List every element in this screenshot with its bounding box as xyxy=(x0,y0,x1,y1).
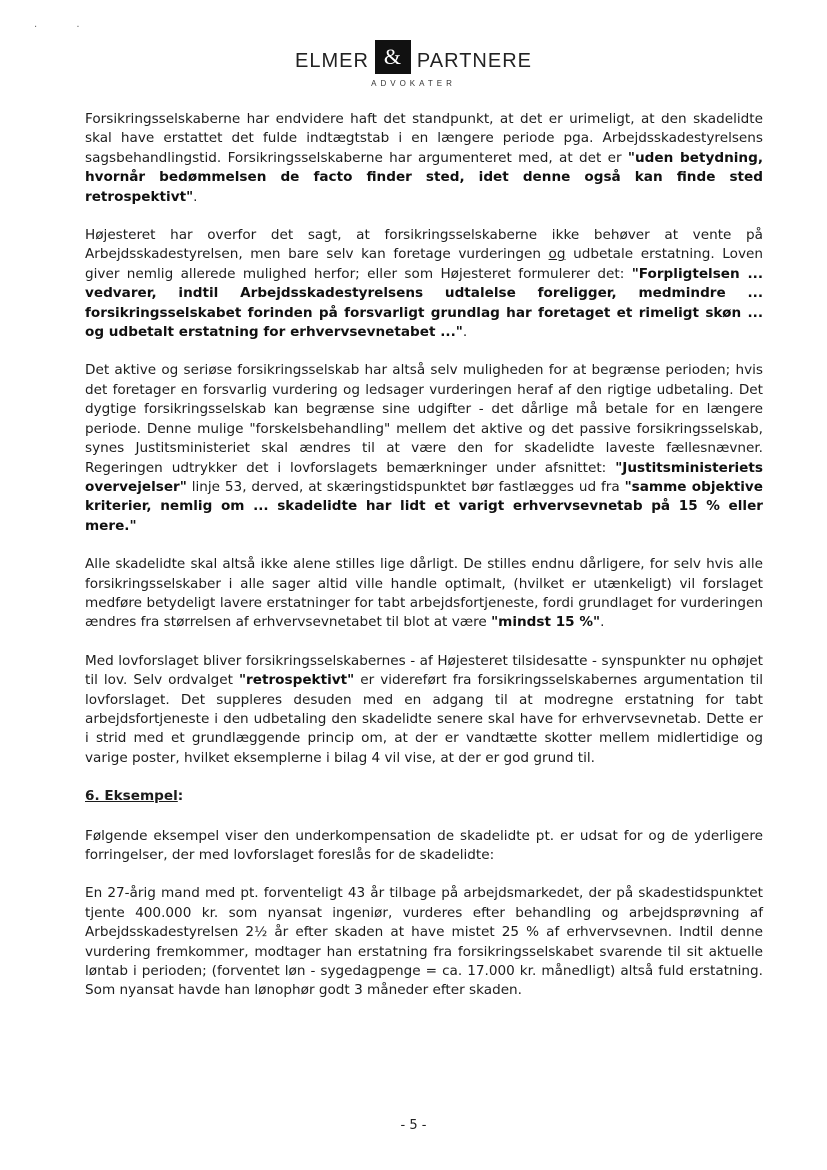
brand-subtitle: ADVOKATER xyxy=(371,79,456,88)
brand-name-left: ELMER xyxy=(295,49,369,72)
document-body xyxy=(85,110,763,1020)
section-colon: : xyxy=(177,788,184,805)
paragraph-supreme-court xyxy=(85,226,763,342)
paragraph-text: udbetale erstatning. Loven giver nemlig allerede mulighed herfor; eller som Højesteret formulerer det: xyxy=(85,246,763,282)
ampersand-logo-mark: & xyxy=(375,40,411,74)
bold-quote: "mindst 15 %" xyxy=(491,614,601,631)
paragraph-injured-worse-off xyxy=(85,555,763,633)
paragraph-insurers-position xyxy=(85,110,763,207)
scan-specks: · · xyxy=(34,22,98,33)
letterhead xyxy=(0,44,827,88)
paragraph-text: Alle skadelidte skal altså ikke alene stilles lige dårligt. De stilles endnu dårligere, for selv hvis alle forsikringsselskaber i alle sager altid ville handle optimalt, (hvilket er utænkeligt) vil forslaget medføre betydeligt lavere erstatninger for tabt arbejdsfortjeneste, fordi grundlaget for vurderingen ændres fra størrelsen af erhvervsevnetabet til blot at være xyxy=(85,556,763,631)
underlined-word: og xyxy=(548,246,566,263)
bold-quote: "retrospektivt" xyxy=(238,672,355,689)
paragraph-example-case: En 27-årig mand med pt. forventeligt 43 år tilbage på arbejdsmarkedet, der på skadestidspunktet tjente 400.000 kr. som nyansat ingeniør, vurderes efter behandling og arbejdsprøvning af Arbejdsskadestyrelsen 2½ år efter skaden at have mistet 25 % af erhvervsevnen. Indtil denne vurdering fremkommer, modtager han erstatning fra forsikringsselskabet svarende til sit aktuelle løntab i perioden; (forventet løn - sygedagpenge = ca. 17.000 kr. månedligt) altså fuld erstatning. Som nyansat havde han lønophør godt 3 måneder efter skaden. xyxy=(85,885,763,999)
paragraph-end: . xyxy=(600,614,605,631)
paragraph-example-intro: Følgende eksempel viser den underkompensation de skadelidte pt. er udsat for og de yderligere forringelser, der med lovforslaget foreslås for de skadelidte: xyxy=(85,827,763,863)
paragraph-text: Højesteret har overfor det sagt, at forsikringsselskaberne ikke behøver at vente på Arbejdsskadestyrelsen, men bare selv kan foretage vurderingen xyxy=(85,227,763,263)
paragraph-text: Det aktive og seriøse forsikringsselskab har altså selv muligheden for at begrænse perioden; hvis det foretager en forsvarlig vurdering og ledsager vurderingen heraf af den rigtige udbetaling. Det dygtige forsikringsselskab kan begrænse sine udgifter - det dårlige må betale for en længere periode. Denne mulige "forskelsbehandling" mellem det aktive og det passive forsikringsselskab, synes Justitsministeriet skal ændres til at være den for skadelidte laveste fællesnævner. Regeringen udtrykker det i lovforslagets bemærkninger under afsnittet: xyxy=(85,362,763,476)
paragraph-end: . xyxy=(193,188,198,205)
paragraph-active-insurer xyxy=(85,361,763,536)
brand-name-right: PARTNERE xyxy=(416,49,532,72)
bold-quote: "samme objektive kriterier, nemlig om ... skadelidte har lidt et varigt erhvervsevnetab på 15 % eller mere." xyxy=(85,478,763,534)
paragraph-text: er videreført fra forsikringsselskabernes argumentation til lovforslaget. Det suppleres desuden med en adgang til at modregne erstatning for tabt arbejdsfortjeneste i den udbetaling den skadelidte senere skal have for erhvervsevnetab. Dette er i strid med et grundlæggende princip om, at der er vandtætte skotter mellem midlertidige og varige poster, hvilket eksemplerne i bilag 4 vil vise, at der er god grund til. xyxy=(85,672,763,766)
paragraph-text: linje 53, derved, at skæringstidspunktet bør fastlægges ud fra xyxy=(186,478,625,495)
bold-quote: "Forpligtelsen ... vedvarer, indtil Arbejdsskadestyrelsens udtalelse foreligger, medmindre ... forsikringsselskabet forinden på forsvarligt grundlag har foretaget et rimeligt skøn ... og udbetalt erstatning for erhvervsevnetabet ..." xyxy=(85,265,763,341)
paragraph-text: Forsikringsselskaberne har endvidere haft det standpunkt, at det er urimeligt, at den skadelidte skal have erstattet det fulde indtægtstab i en længere periode pga. Arbejdsskadestyrelsens sagsbehandlingstid. Forsikringsselskaberne har argumenteret med, at det er xyxy=(85,111,763,166)
bold-quote: "uden betydning, hvornår bedømmelsen de facto finder sted, idet denne også kan finde sted retrospektivt" xyxy=(85,149,763,205)
brand-logo xyxy=(0,44,827,74)
paragraph-bill-elevates xyxy=(85,652,763,768)
section-heading xyxy=(85,787,763,806)
paragraph-text: Med lovforslaget bliver forsikringsselskabernes - af Højesteret tilsidesatte - synspunkter nu ophøjet til lov. Selv ordvalget xyxy=(85,652,763,689)
section-title: 6. Eksempel xyxy=(85,788,178,805)
bold-quote: "Justitsministeriets overvejelser" xyxy=(85,459,763,495)
page-number: - 5 - xyxy=(400,1118,427,1133)
paragraph-end: . xyxy=(462,324,468,341)
